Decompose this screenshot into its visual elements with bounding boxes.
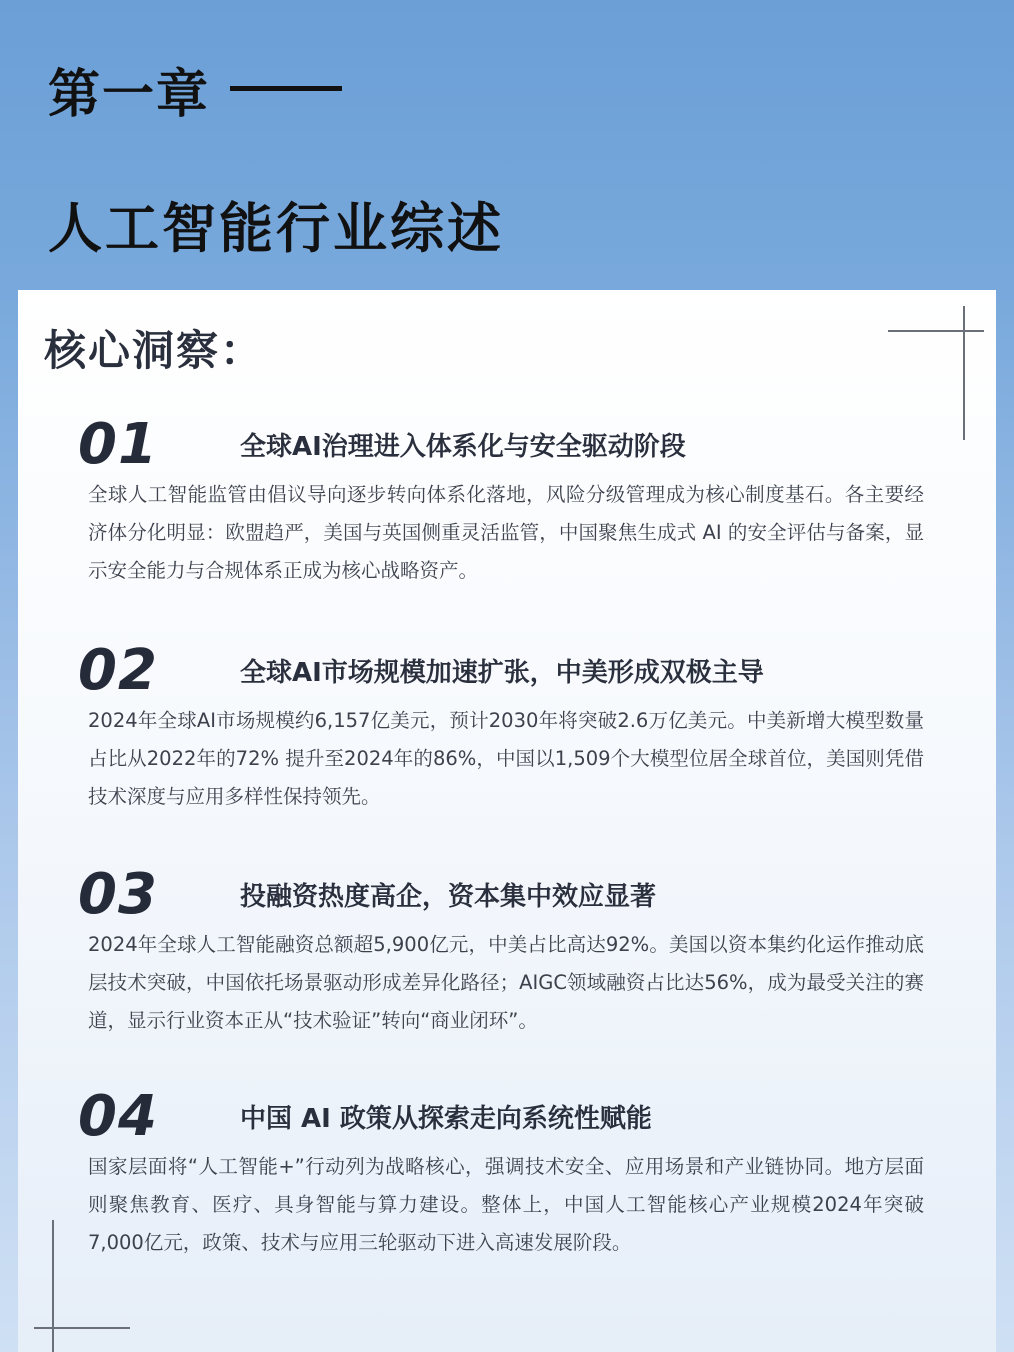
- insight-heading: 核心洞察：: [44, 326, 265, 375]
- insight-item-04: [18, 1084, 996, 1274]
- item-body: 国家层面将“人工智能+”行动列为战略核心，强调技术安全、应用场景和产业链协同。地方层面则聚焦教育、医疗、具身智能与算力建设。整体上，中国人工智能核心产业规模2024年突破7,000亿元，政策、技术与应用三轮驱动下进入高速发展阶段。: [88, 1155, 924, 1254]
- insight-item-01: [18, 412, 996, 602]
- item-title: 全球AI市场规模加速扩张，中美形成双极主导: [240, 658, 764, 688]
- corner-cross-bottom-horizontal: [34, 1327, 130, 1329]
- insight-item-02: [18, 638, 996, 828]
- insight-card: [18, 290, 996, 1352]
- item-number: 01: [78, 412, 158, 477]
- item-number: 03: [78, 862, 158, 927]
- item-title: 中国 AI 政策从探索走向系统性赋能: [240, 1104, 652, 1134]
- corner-cross-bottom-vertical: [52, 1220, 54, 1352]
- chapter-dash-divider: [230, 86, 342, 91]
- insight-item-03: [18, 862, 996, 1052]
- item-number: 04: [78, 1084, 158, 1149]
- item-body: 全球人工智能监管由倡议导向逐步转向体系化落地，风险分级管理成为核心制度基石。各主要经济体分化明显：欧盟趋严，美国与英国侧重灵活监管，中国聚焦生成式 AI 的安全评估与备案，显示安全能力与合规体系正成为核心战略资产。: [88, 483, 924, 582]
- corner-cross-top-horizontal: [888, 330, 984, 332]
- item-title: 投融资热度高企，资本集中效应显著: [240, 882, 657, 912]
- chapter-header: [0, 0, 1014, 290]
- item-title: 全球AI治理进入体系化与安全驱动阶段: [240, 432, 686, 462]
- item-body: 2024年全球AI市场规模约6,157亿美元，预计2030年将突破2.6万亿美元。中美新增大模型数量占比从2022年的72% 提升至2024年的86%，中国以1,509个大模型位居全球首位，美国则凭借技术深度与应用多样性保持领先。: [88, 709, 924, 808]
- item-number: 02: [78, 638, 158, 703]
- item-body: 2024年全球人工智能融资总额超5,900亿元，中美占比高达92%。美国以资本集约化运作推动底层技术突破，中国依托场景驱动形成差异化路径；AIGC领域融资占比达56%，成为最受关注的赛道，显示行业资本正从“技术验证”转向“商业闭环”。: [88, 933, 924, 1032]
- page-title: 人工智能行业综述: [48, 197, 504, 260]
- chapter-label: 第一章: [48, 65, 211, 125]
